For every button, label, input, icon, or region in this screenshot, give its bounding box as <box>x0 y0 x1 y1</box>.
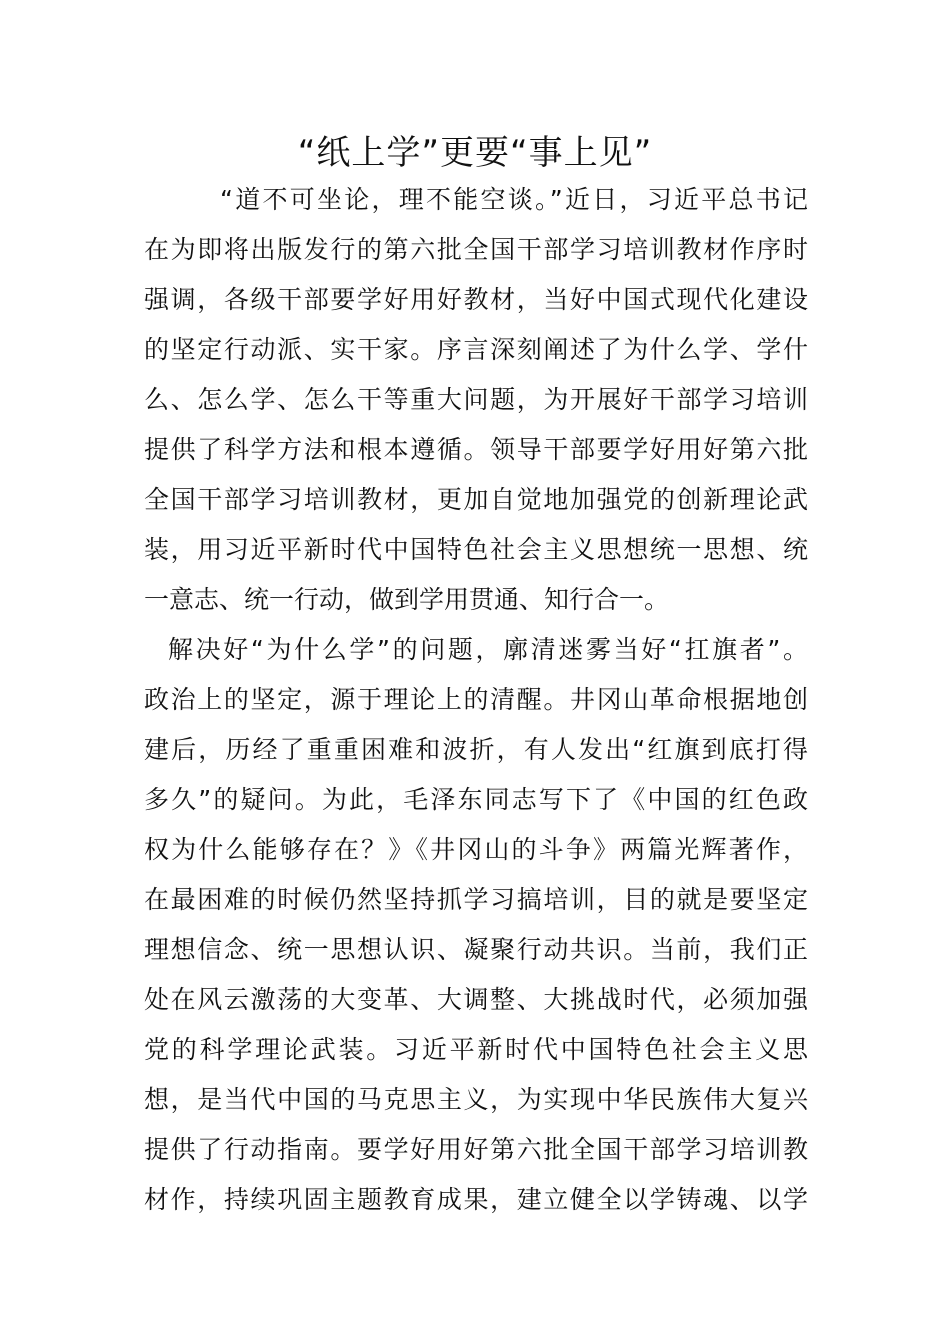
paragraph-line: 提供了科学方法和根本遵循。领导干部要学好用好第六批 <box>144 435 808 464</box>
paragraph-line: 装，用习近平新时代中国特色社会主义思想统一思想、统 <box>144 535 808 564</box>
paragraph-line: 解决好“为什么学”的问题，廓清迷雾当好“扛旗者”。 <box>168 635 808 664</box>
paragraph-line: 么、怎么学、怎么干等重大问题，为开展好干部学习培训 <box>144 385 808 414</box>
paragraph-line: 党的科学理论武装。习近平新时代中国特色社会主义思 <box>144 1035 808 1064</box>
paragraph-line: 强调，各级干部要学好用好教材，当好中国式现代化建设 <box>144 285 808 314</box>
paragraph-line: 理想信念、统一思想认识、凝聚行动共识。当前，我们正 <box>144 935 808 964</box>
paragraph-line: 在最困难的时候仍然坚持抓学习搞培训，目的就是要坚定 <box>144 885 808 914</box>
paragraph-2 <box>144 625 808 1225</box>
paragraph-line: 多久”的疑问。为此，毛泽东同志写下了《中国的红色政 <box>144 785 808 814</box>
paragraph-line: 的坚定行动派、实干家。序言深刻阐述了为什么学、学什 <box>144 335 808 364</box>
paragraph-line: 权为什么能够存在？》《井冈山的斗争》两篇光辉著作， <box>144 835 808 864</box>
document-title: “纸上学”更要“事上见” <box>297 133 653 173</box>
paragraph-1 <box>144 175 808 625</box>
paragraph-line: 材作，持续巩固主题教育成果，建立健全以学铸魂、以学 <box>144 1185 808 1214</box>
paragraph-line: 建后，历经了重重困难和波折，有人发出“红旗到底打得 <box>144 735 808 764</box>
paragraph-line: 在为即将出版发行的第六批全国干部学习培训教材作序时 <box>144 235 808 264</box>
paragraph-line: 全国干部学习培训教材，更加自觉地加强党的创新理论武 <box>144 485 808 514</box>
paragraph-line: 政治上的坚定，源于理论上的清醒。井冈山革命根据地创 <box>144 685 808 714</box>
paragraph-line: 一意志、统一行动，做到学用贯通、知行合一。 <box>144 585 670 614</box>
paragraph-line: “道不可坐论，理不能空谈。”近日，习近平总书记 <box>220 185 808 214</box>
paragraph-line: 处在风云激荡的大变革、大调整、大挑战时代，必须加强 <box>144 985 808 1014</box>
document-body <box>144 175 808 1225</box>
paragraph-line: 提供了行动指南。要学好用好第六批全国干部学习培训教 <box>144 1135 808 1164</box>
paragraph-line: 想，是当代中国的马克思主义，为实现中华民族伟大复兴 <box>144 1085 808 1114</box>
